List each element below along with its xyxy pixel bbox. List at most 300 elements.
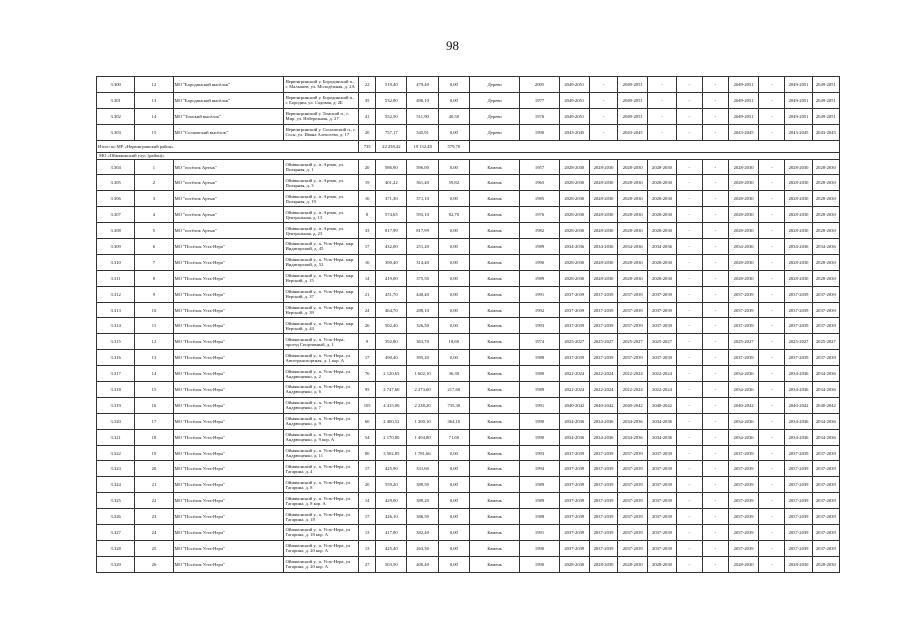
cell-nonresidential-area: 0,00 — [438, 509, 469, 525]
cell-row-number: 3 — [135, 191, 173, 207]
cell-residential-area: 593,10 — [407, 207, 438, 223]
cell-nonresidential-area: 0,00 — [438, 286, 469, 302]
cell-row-number: 19 — [135, 445, 173, 461]
cell-period-9: 2037-2039 — [785, 302, 812, 318]
cell-period-6: - — [702, 124, 728, 140]
cell-period-7: 2028-2030 — [728, 223, 758, 239]
cell-period-4: 2028-2030 — [648, 270, 676, 286]
cell-period-10: 2037-2039 — [812, 302, 839, 318]
cell-year-built: 1990 — [520, 124, 559, 140]
cell-period-10: 2040-2042 — [812, 397, 839, 413]
cell-row-number: 22 — [135, 493, 173, 509]
cell-period-10: 2037-2039 — [812, 525, 839, 541]
cell-period-2: - — [589, 124, 617, 140]
cell-address: Оймяконский у., п. Усть-Нера, ул. Гагарина, д. 4 — [284, 461, 359, 477]
cell-row-number: 9 — [135, 286, 173, 302]
cell-period-4: 2037-2039 — [648, 461, 676, 477]
cell-residential-area: 400,40 — [407, 556, 438, 572]
table-row — [97, 302, 840, 318]
cell-period-10: 2037-2039 — [812, 509, 839, 525]
cell-period-7: 2049-2051 — [728, 92, 758, 108]
table-row — [97, 286, 840, 302]
cell-period-3: 2028-2030 — [618, 207, 648, 223]
cell-period-9: 2028-2030 — [785, 191, 812, 207]
table-row — [97, 413, 840, 429]
total-area: 22 258,42 — [376, 140, 407, 152]
cell-period-9: 2025-2027 — [785, 334, 812, 350]
cell-row-id: 3.329 — [97, 556, 135, 572]
cell-year-built: 1993 — [520, 318, 559, 334]
cell-year-built: 2005 — [520, 77, 559, 93]
cell-apartments: 14 — [359, 493, 376, 509]
cell-period-8: - — [759, 92, 785, 108]
cell-period-2: 2028-2030 — [589, 254, 617, 270]
cell-period-3: 2022-2024 — [618, 382, 648, 398]
cell-wall-material: Камень — [469, 223, 519, 239]
cell-total-area: 425,90 — [376, 461, 407, 477]
cell-apartments: 20 — [359, 124, 376, 140]
cell-row-number: 12 — [135, 77, 173, 93]
cell-period-6: - — [702, 477, 728, 493]
cell-period-7: 2037-2039 — [728, 445, 758, 461]
cell-wall-material: Камень — [469, 302, 519, 318]
cell-residential-area: 395,20 — [407, 350, 438, 366]
cell-period-1: 2028-2030 — [559, 207, 589, 223]
cell-period-8: - — [759, 318, 785, 334]
cell-row-id: 3.311 — [97, 270, 135, 286]
cell-address: Оймяконский у., п. Артык, ул. Полярная, д. 3 — [284, 175, 359, 191]
cell-apartments: 16 — [359, 254, 376, 270]
cell-wall-material: Камень — [469, 429, 519, 445]
cell-residential-area: 314,40 — [407, 254, 438, 270]
cell-row-id: 3.324 — [97, 477, 135, 493]
cell-municipality: МО "Сосновский высёлок" — [173, 124, 284, 140]
cell-period-9: 2049-2051 — [785, 108, 812, 124]
cell-period-8: - — [759, 286, 785, 302]
cell-period-2: 2037-2039 — [589, 318, 617, 334]
district-label: МО «Оймяконский улус (район)» — [97, 152, 840, 159]
cell-period-9: 2028-2030 — [785, 270, 812, 286]
cell-period-9: 2028-2030 — [785, 254, 812, 270]
cell-period-10: 2037-2039 — [812, 318, 839, 334]
cell-period-1: 2037-2039 — [559, 525, 589, 541]
cell-address: Оймяконский у., п. Усть-Нера, ул. Андрющенко, д. 7 — [284, 397, 359, 413]
cell-period-10: 2037-2039 — [812, 461, 839, 477]
cell-row-id: 3.303 — [97, 124, 135, 140]
total-filler — [469, 140, 839, 152]
cell-apartments: 60 — [359, 413, 376, 429]
cell-row-number: 20 — [135, 461, 173, 477]
cell-period-2: 2028-2030 — [589, 270, 617, 286]
cell-row-id: 3.306 — [97, 191, 135, 207]
cell-period-4: - — [648, 124, 676, 140]
cell-wall-material: Камень — [469, 382, 519, 398]
cell-wall-material: Камень — [469, 461, 519, 477]
cell-period-2: 2022-2024 — [589, 382, 617, 398]
cell-period-10: 2034-2036 — [812, 382, 839, 398]
cell-row-number: 14 — [135, 366, 173, 382]
cell-period-10: 2028-2030 — [812, 207, 839, 223]
cell-period-5: - — [676, 509, 702, 525]
cell-period-10: 2028-2030 — [812, 556, 839, 572]
cell-municipality: МО "Посёлок Усть-Нера" — [173, 556, 284, 572]
cell-address: Оймяконский у., п. Усть-Нера, ул. Андрющенко, д. 9 — [284, 413, 359, 429]
cell-row-number: 11 — [135, 318, 173, 334]
cell-period-4: 2028-2030 — [648, 191, 676, 207]
cell-total-area: 586,90 — [376, 159, 407, 175]
total-section — [97, 140, 840, 159]
cell-period-3: 2037-2039 — [618, 509, 648, 525]
cell-period-5: - — [676, 270, 702, 286]
cell-period-1: 2028-2030 — [559, 254, 589, 270]
cell-municipality: МО "Посёлок Усть-Нера" — [173, 397, 284, 413]
cell-municipality: МО "Посёлок Усть-Нера" — [173, 493, 284, 509]
cell-period-3: 2034-2036 — [618, 429, 648, 445]
table-row — [97, 429, 840, 445]
cell-wall-material: Камень — [469, 254, 519, 270]
cell-period-9: 2037-2039 — [785, 445, 812, 461]
cell-apartments: 13 — [359, 540, 376, 556]
cell-period-2: - — [589, 108, 617, 124]
cell-period-1: 2028-2030 — [559, 175, 589, 191]
cell-period-8: - — [759, 239, 785, 255]
cell-wall-material: Камень — [469, 509, 519, 525]
cell-nonresidential-area: 735,30 — [438, 397, 469, 413]
cell-municipality: МО "посёлок Артык" — [173, 207, 284, 223]
cell-period-10: 2034-2036 — [812, 429, 839, 445]
cell-period-3: 2037-2039 — [618, 302, 648, 318]
table-row — [97, 509, 840, 525]
cell-year-built: 1990 — [520, 413, 559, 429]
cell-apartments: 105 — [359, 397, 376, 413]
cell-nonresidential-area: 0,00 — [438, 254, 469, 270]
cell-period-7: 2049-2051 — [728, 108, 758, 124]
cell-municipality: МО "Посёлок Усть-Нера" — [173, 413, 284, 429]
table-row — [97, 397, 840, 413]
cell-municipality: МО "Посёлок Усть-Нера" — [173, 318, 284, 334]
cell-period-7: 2037-2039 — [728, 302, 758, 318]
cell-address: Оймяконский у., п. Усть-Нера, мкр. Нерский, д. 15 — [284, 270, 359, 286]
cell-period-6: - — [702, 509, 728, 525]
cell-period-1: 2022-2024 — [559, 382, 589, 398]
cell-period-9: 2028-2030 — [785, 556, 812, 572]
cell-period-3: 2037-2039 — [618, 445, 648, 461]
cell-period-9: 2034-2036 — [785, 382, 812, 398]
cell-period-3: 2043-2045 — [618, 124, 648, 140]
cell-period-7: 2028-2030 — [728, 191, 758, 207]
cell-period-2: 2028-2030 — [589, 191, 617, 207]
cell-period-10: 2034-2036 — [812, 239, 839, 255]
cell-period-6: - — [702, 207, 728, 223]
cell-row-id: 3.312 — [97, 286, 135, 302]
cell-period-9: 2037-2039 — [785, 509, 812, 525]
cell-address: Оймяконский у., п. Усть-Нера, ул. Автотранспортная, д. 1 кор. А — [284, 350, 359, 366]
cell-municipality: МО "Посёлок Усть-Нера" — [173, 254, 284, 270]
cell-address: Оймяконский у., п. Усть-Нера, ул. Гагарина, д. 20 кор. А — [284, 556, 359, 572]
cell-apartments: 14 — [359, 270, 376, 286]
cell-residential-area: 1 494,80 — [407, 429, 438, 445]
cell-municipality: МО "Бородинский высёлок" — [173, 92, 284, 108]
cell-period-6: - — [702, 525, 728, 541]
cell-period-3: 2028-2030 — [618, 175, 648, 191]
cell-apartments: 95 — [359, 382, 376, 398]
cell-period-6: - — [702, 191, 728, 207]
cell-period-5: - — [676, 382, 702, 398]
cell-apartments: 17 — [359, 350, 376, 366]
cell-wall-material: Камень — [469, 556, 519, 572]
cell-period-9: 2043-2045 — [785, 124, 812, 140]
cell-period-5: - — [676, 556, 702, 572]
cell-period-1: 2037-2039 — [559, 477, 589, 493]
cell-period-9: 2034-2036 — [785, 366, 812, 382]
cell-period-4: 2037-2039 — [648, 540, 676, 556]
cell-period-10: 2028-2030 — [812, 270, 839, 286]
cell-period-4: - — [648, 92, 676, 108]
cell-period-6: - — [702, 366, 728, 382]
cell-period-7: 2034-2036 — [728, 239, 758, 255]
cell-period-6: - — [702, 350, 728, 366]
cell-period-3: 2028-2030 — [618, 556, 648, 572]
cell-year-built: 1989 — [520, 270, 559, 286]
cell-period-7: 2037-2039 — [728, 286, 758, 302]
cell-total-area: 419,00 — [376, 270, 407, 286]
cell-period-5: - — [676, 108, 702, 124]
cell-period-9: 2049-2051 — [785, 77, 812, 93]
cell-residential-area: 1 781,66 — [407, 445, 438, 461]
cell-row-number: 13 — [135, 350, 173, 366]
cell-year-built: 1994 — [520, 461, 559, 477]
cell-period-8: - — [759, 108, 785, 124]
cell-period-1: 2022-2024 — [559, 366, 589, 382]
cell-period-7: 2034-2036 — [728, 382, 758, 398]
cell-period-1: 2037-2039 — [559, 318, 589, 334]
cell-period-1: 2049-2051 — [559, 108, 589, 124]
cell-residential-area: 511,90 — [407, 108, 438, 124]
cell-year-built: 1992 — [520, 302, 559, 318]
cell-period-9: 2028-2030 — [785, 175, 812, 191]
cell-total-area: 401,22 — [376, 175, 407, 191]
cell-period-8: - — [759, 191, 785, 207]
cell-period-7: 2028-2030 — [728, 254, 758, 270]
cell-wall-material: Камень — [469, 445, 519, 461]
cell-period-1: 2037-2039 — [559, 445, 589, 461]
cell-period-5: - — [676, 429, 702, 445]
total-row — [97, 140, 840, 152]
cell-period-5: - — [676, 334, 702, 350]
cell-period-6: - — [702, 254, 728, 270]
cell-row-id: 3.313 — [97, 302, 135, 318]
cell-address: Оймяконский у., п. Усть-Нера, ул. Гагарина, д. 20 кор. А — [284, 540, 359, 556]
cell-period-8: - — [759, 124, 785, 140]
table-row — [97, 223, 840, 239]
cell-period-6: - — [702, 461, 728, 477]
cell-apartments: 26 — [359, 318, 376, 334]
cell-period-4: 2028-2030 — [648, 223, 676, 239]
cell-period-3: 2037-2039 — [618, 493, 648, 509]
cell-period-3: 2040-2042 — [618, 397, 648, 413]
cell-period-2: - — [589, 77, 617, 93]
cell-apartments: 21 — [359, 286, 376, 302]
cell-year-built: 1976 — [520, 207, 559, 223]
cell-period-3: 2049-2051 — [618, 92, 648, 108]
table-row — [97, 77, 840, 93]
cell-row-number: 23 — [135, 509, 173, 525]
cell-municipality: МО "Бородинский высёлок" — [173, 77, 284, 93]
cell-row-number: 14 — [135, 108, 173, 124]
cell-period-8: - — [759, 525, 785, 541]
cell-period-9: 2049-2051 — [785, 92, 812, 108]
cell-total-area: 502,40 — [376, 318, 407, 334]
cell-year-built: 1990 — [520, 429, 559, 445]
cell-apartments: 76 — [359, 366, 376, 382]
cell-year-built: 1985 — [520, 191, 559, 207]
table-row — [97, 525, 840, 541]
cell-nonresidential-area: 59,82 — [438, 175, 469, 191]
cell-period-6: - — [702, 429, 728, 445]
cell-total-area: 2 170,80 — [376, 429, 407, 445]
cell-residential-area: 817,99 — [407, 223, 438, 239]
table-row — [97, 477, 840, 493]
cell-period-5: - — [676, 207, 702, 223]
cell-period-9: 2037-2039 — [785, 525, 812, 541]
cell-period-8: - — [759, 429, 785, 445]
cell-wall-material: Камень — [469, 318, 519, 334]
cell-nonresidential-area: 0,00 — [438, 302, 469, 318]
cell-period-7: 2037-2039 — [728, 509, 758, 525]
cell-apartments: 17 — [359, 239, 376, 255]
cell-period-8: - — [759, 493, 785, 509]
cell-period-7: 2028-2030 — [728, 556, 758, 572]
cell-period-9: 2028-2030 — [785, 159, 812, 175]
table-row — [97, 493, 840, 509]
cell-wall-material: Камень — [469, 350, 519, 366]
table-row — [97, 207, 840, 223]
cell-row-id: 3.320 — [97, 413, 135, 429]
cell-period-8: - — [759, 254, 785, 270]
cell-period-5: - — [676, 397, 702, 413]
cell-apartments: 16 — [359, 191, 376, 207]
cell-period-7: 2037-2039 — [728, 493, 758, 509]
cell-period-5: - — [676, 445, 702, 461]
cell-year-built: 1989 — [520, 493, 559, 509]
page-number: 98 — [446, 38, 459, 53]
cell-row-id: 3.307 — [97, 207, 135, 223]
cell-address: Оймяконский у., п. Артык, ул. Полярная, д. 1 — [284, 159, 359, 175]
cell-nonresidential-area: 0,00 — [438, 493, 469, 509]
cell-municipality: МО "Посёлок Усть-Нера" — [173, 350, 284, 366]
cell-period-2: 2028-2030 — [589, 207, 617, 223]
cell-residential-area: 440,40 — [407, 286, 438, 302]
cell-period-7: 2037-2039 — [728, 318, 758, 334]
cell-period-8: - — [759, 413, 785, 429]
cell-wall-material: Камень — [469, 207, 519, 223]
cell-municipality: МО "посёлок Артык" — [173, 175, 284, 191]
cell-apartments: 80 — [359, 445, 376, 461]
cell-period-7: 2034-2036 — [728, 429, 758, 445]
cell-year-built: 1976 — [520, 108, 559, 124]
cell-row-id: 3.302 — [97, 108, 135, 124]
cell-total-area: 574,65 — [376, 207, 407, 223]
cell-period-1: 2034-2036 — [559, 239, 589, 255]
cell-total-area: 552,50 — [376, 108, 407, 124]
cell-municipality: МО "Посёлок Усть-Нера" — [173, 509, 284, 525]
cell-period-7: 2028-2030 — [728, 270, 758, 286]
cell-nonresidential-area: 0,00 — [438, 270, 469, 286]
cell-row-number: 12 — [135, 334, 173, 350]
cell-municipality: МО "Посёлок Усть-Нера" — [173, 334, 284, 350]
cell-row-id: 3.316 — [97, 350, 135, 366]
cell-period-8: - — [759, 477, 785, 493]
cell-period-9: 2028-2030 — [785, 207, 812, 223]
cell-period-4: 2037-2039 — [648, 525, 676, 541]
cell-apartments: 20 — [359, 477, 376, 493]
cell-wall-material: Камень — [469, 366, 519, 382]
cell-period-6: - — [702, 334, 728, 350]
cell-total-area: 532,80 — [376, 92, 407, 108]
cell-wall-material: Камень — [469, 477, 519, 493]
cell-wall-material: Камень — [469, 239, 519, 255]
cell-period-10: 2037-2039 — [812, 286, 839, 302]
cell-period-3: 2028-2030 — [618, 223, 648, 239]
cell-row-number: 15 — [135, 382, 173, 398]
cell-period-5: - — [676, 318, 702, 334]
cell-period-8: - — [759, 270, 785, 286]
cell-total-area: 390,40 — [376, 254, 407, 270]
cell-period-4: 2022-2024 — [648, 366, 676, 382]
cell-period-7: 2049-2051 — [728, 77, 758, 93]
cell-period-10: 2037-2039 — [812, 350, 839, 366]
cell-period-1: 2025-2027 — [559, 334, 589, 350]
cell-period-4: 2034-2036 — [648, 413, 676, 429]
cell-period-9: 2034-2036 — [785, 239, 812, 255]
cell-period-3: 2049-2051 — [618, 108, 648, 124]
cell-period-10: 2028-2030 — [812, 223, 839, 239]
cell-period-3: 2028-2030 — [618, 254, 648, 270]
cell-period-1: 2040-2042 — [559, 397, 589, 413]
cell-period-2: 2028-2030 — [589, 556, 617, 572]
cell-address: Нерюнгринский у. Сосновский п., г. Сосн, ул. Ивана Алексеева, д. 17 — [284, 124, 359, 140]
cell-period-7: 2040-2042 — [728, 397, 758, 413]
cell-period-4: 2034-2036 — [648, 239, 676, 255]
cell-period-1: 2037-2039 — [559, 302, 589, 318]
cell-period-3: 2037-2039 — [618, 286, 648, 302]
cell-period-8: - — [759, 540, 785, 556]
cell-row-number: 17 — [135, 413, 173, 429]
cell-period-3: 2037-2039 — [618, 477, 648, 493]
cell-row-id: 3.326 — [97, 509, 135, 525]
cell-period-4: 2028-2030 — [648, 556, 676, 572]
cell-period-9: 2037-2039 — [785, 493, 812, 509]
cell-period-1: 2028-2030 — [559, 191, 589, 207]
cell-address: Оймяконский у., п. Усть-Нера, проезд Спортивный, д. 1 — [284, 334, 359, 350]
cell-address: Оймяконский у., п. Усть-Нера, ул. Андрющенко, д. 2 — [284, 366, 359, 382]
cell-period-1: 2049-2051 — [559, 77, 589, 93]
cell-row-id: 3.308 — [97, 223, 135, 239]
cell-period-4: 2037-2039 — [648, 493, 676, 509]
cell-address: Оймяконский у., п. Усть-Нера, мкр. Индигирский, д. 52 — [284, 254, 359, 270]
cell-row-number: 24 — [135, 525, 173, 541]
cell-total-area: 426,10 — [376, 509, 407, 525]
cell-period-2: 2028-2030 — [589, 159, 617, 175]
table-row — [97, 318, 840, 334]
cell-total-area: 2 747,60 — [376, 382, 407, 398]
cell-nonresidential-area: 40,50 — [438, 108, 469, 124]
cell-period-8: - — [759, 302, 785, 318]
cell-year-built: 1989 — [520, 239, 559, 255]
table-row — [97, 445, 840, 461]
cell-period-5: - — [676, 477, 702, 493]
cell-row-id: 3.304 — [97, 159, 135, 175]
